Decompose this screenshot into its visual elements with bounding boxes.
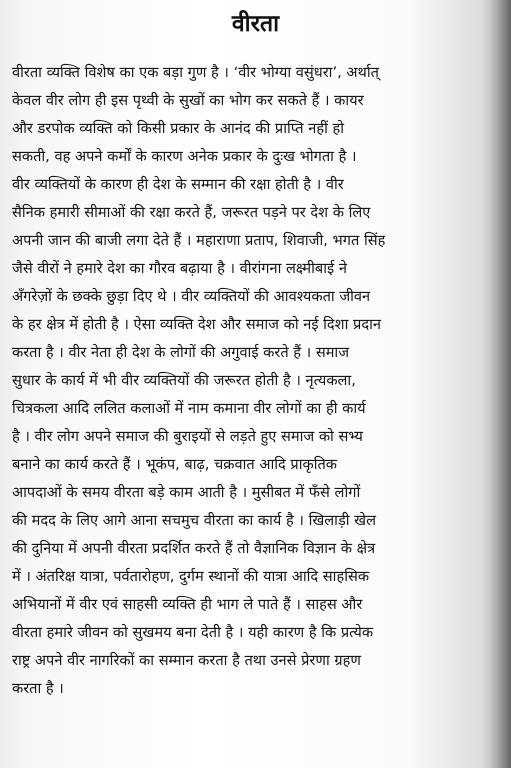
- text-line: के हर क्षेत्र में होती है । ऐसा व्यक्ति देश और समाज को नई दिशा प्रदान: [12, 316, 381, 333]
- text-line: अँगरेज़ों के छक्के छुड़ा दिए थे । वीर व्यक्तियों की आवश्यकता जीवन: [12, 288, 371, 305]
- text-line: अपनी जान की बाजी लगा देते हैं । महाराणा प्रताप, शिवाजी, भगत सिंह: [12, 232, 386, 249]
- essay-body: [12, 59, 385, 703]
- text-line: करता है ।: [12, 680, 64, 697]
- text-line: की मदद के लिए आगे आना सचमुच वीरता का कार्य है । खिलाड़ी खेल: [12, 512, 377, 529]
- text-line: केवल वीर लोग ही इस पृथ्वी के सुखों का भोग कर सकते हैं । कायर: [12, 92, 364, 109]
- text-line: सैनिक हमारी सीमाओं की रक्षा करते हैं, जरूरत पड़ने पर देश के लिए: [12, 204, 371, 221]
- text-line: और डरपोक व्यक्ति को किसी प्रकार के आनंद की प्राप्ति नहीं हो: [12, 120, 345, 137]
- text-line: जैसे वीरों ने हमारे देश का गौरव बढ़ाया है । वीरांगना लक्ष्मीबाई ने: [12, 260, 347, 277]
- text-line: वीर व्यक्तियों के कारण ही देश के सम्मान की रक्षा होती है । वीर: [12, 176, 344, 193]
- text-line: सकती, वह अपने कर्मों के कारण अनेक प्रकार के दुःख भोगता है ।: [12, 148, 357, 165]
- text-line: वीरता हमारे जीवन को सुखमय बना देती है । यही कारण है कि प्रत्येक: [12, 624, 374, 641]
- text-line: चित्रकला आदि ललित कलाओं में नाम कमाना वीर लोगों का ही कार्य: [12, 400, 366, 417]
- text-line: बनाने का कार्य करते हैं । भूकंप, बाढ़, चक्रवात आदि प्राकृतिक: [12, 456, 338, 473]
- text-line: वीरता व्यक्ति विशेष का एक बड़ा गुण है । ‘वीर भोग्या वसुंधरा’, अर्थात्: [12, 64, 379, 81]
- text-line: राष्ट्र अपने वीर नागरिकों का सम्मान करता है तथा उनसे प्रेरणा ग्रहण: [12, 652, 361, 669]
- text-line: की दुनिया में अपनी वीरता प्रदर्शित करते हैं तो वैज्ञानिक विज्ञान के क्षेत्र: [12, 540, 376, 557]
- text-line: सुधार के कार्य में भी वीर व्यक्तियों की जरूरत होती है । नृत्यकला,: [12, 372, 356, 389]
- text-line: है । वीर लोग अपने समाज की बुराइयों से लड़ते हुए समाज को सभ्य: [12, 428, 363, 445]
- text-line: अभियानों में वीर एवं साहसी व्यक्ति ही भाग ले पाते हैं । साहस और: [12, 596, 363, 613]
- text-line: करता है । वीर नेता ही देश के लोगों की अगुवाई करते हैं । समाज: [12, 344, 350, 361]
- text-line: आपदाओं के समय वीरता बड़े काम आती है । मुसीबत में फँसे लोगों: [12, 484, 361, 501]
- page-title: वीरता: [231, 11, 280, 37]
- page-edge-shadow: [481, 0, 511, 768]
- text-line: में । अंतरिक्ष यात्रा, पर्वतारोहण, दुर्गम स्थानों की यात्रा आदि साहसिक: [12, 568, 370, 585]
